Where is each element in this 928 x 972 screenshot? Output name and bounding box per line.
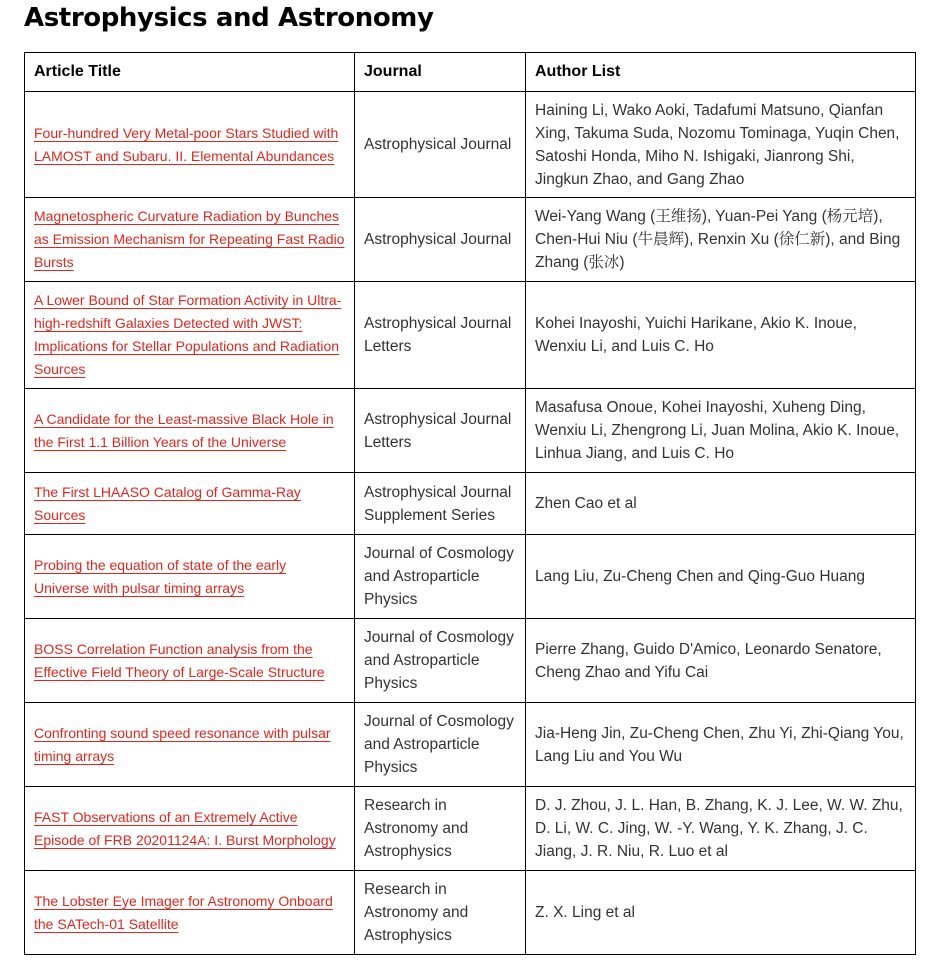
article-title-link[interactable]: Four-hundred Very Metal-poor Stars Studied with LAMOST and Subaru. II. Elemental Abundances — [34, 124, 339, 164]
journal-cell: Journal of Cosmology and Astroparticle Physics — [355, 535, 526, 619]
article-title-link[interactable]: BOSS Correlation Function analysis from the Effective Field Theory of Large-Scale Structure — [34, 640, 325, 680]
journal-cell: Research in Astronomy and Astrophysics — [355, 787, 526, 871]
table-row — [25, 389, 916, 473]
title-cell — [25, 871, 355, 955]
article-title-link[interactable]: The First LHAASO Catalog of Gamma-Ray Sources — [34, 483, 301, 523]
column-header-journal: Journal — [355, 53, 526, 92]
authors-cell: Haining Li, Wako Aoki, Tadafumi Matsuno, Qianfan Xing, Takuma Suda, Nozomu Tominaga, Yuqin Chen, Satoshi Honda, Miho N. Ishigaki, Jianrong Shi, Jingkun Zhao, and Gang Zhao — [526, 92, 916, 198]
table-row — [25, 535, 916, 619]
journal-cell: Research in Astronomy and Astrophysics — [355, 871, 526, 955]
journal-cell: Astrophysical Journal — [355, 92, 526, 198]
title-cell — [25, 282, 355, 389]
header-row — [25, 53, 916, 92]
title-cell — [25, 535, 355, 619]
authors-cell: Masafusa Onoue, Kohei Inayoshi, Xuheng Ding, Wenxiu Li, Zhengrong Li, Juan Molina, Akio K. Inoue, Linhua Jiang, and Luis C. Ho — [526, 389, 916, 473]
table-row — [25, 787, 916, 871]
authors-cell: Kohei Inayoshi, Yuichi Harikane, Akio K. Inoue, Wenxiu Li, and Luis C. Ho — [526, 282, 916, 389]
authors-cell: Lang Liu, Zu-Cheng Chen and Qing-Guo Huang — [526, 535, 916, 619]
table-row — [25, 282, 916, 389]
title-cell — [25, 389, 355, 473]
table-row — [25, 703, 916, 787]
table-row — [25, 92, 916, 198]
authors-cell: Jia-Heng Jin, Zu-Cheng Chen, Zhu Yi, Zhi-Qiang You, Lang Liu and You Wu — [526, 703, 916, 787]
title-cell — [25, 92, 355, 198]
article-title-link[interactable]: Magnetospheric Curvature Radiation by Bunches as Emission Mechanism for Repeating Fast Radio Bursts — [34, 208, 345, 270]
page-title: Astrophysics and Astronomy — [24, 3, 434, 33]
article-title-link[interactable]: A Lower Bound of Star Formation Activity in Ultra-high-redshift Galaxies Detected with JWST: Implications for Stellar Populations and Radiation Sources — [34, 292, 342, 377]
table-row — [25, 619, 916, 703]
article-title-link[interactable]: A Candidate for the Least-massive Black Hole in the First 1.1 Billion Years of the Universe — [34, 410, 334, 450]
column-header-author-list: Author List — [526, 53, 916, 92]
publications-table — [24, 52, 916, 955]
title-cell — [25, 619, 355, 703]
article-title-link[interactable]: The Lobster Eye Imager for Astronomy Onboard the SATech-01 Satellite — [34, 892, 333, 932]
journal-cell: Astrophysical Journal Supplement Series — [355, 473, 526, 535]
title-cell — [25, 198, 355, 282]
authors-cell: Zhen Cao et al — [526, 473, 916, 535]
article-title-link[interactable]: Probing the equation of state of the early Universe with pulsar timing arrays — [34, 556, 287, 596]
journal-cell: Astrophysical Journal Letters — [355, 282, 526, 389]
table-row — [25, 473, 916, 535]
journal-cell: Astrophysical Journal Letters — [355, 389, 526, 473]
authors-cell: Pierre Zhang, Guido D'Amico, Leonardo Senatore, Cheng Zhao and Yifu Cai — [526, 619, 916, 703]
article-title-link[interactable]: FAST Observations of an Extremely Active Episode of FRB 20201124A: I. Burst Morphology — [34, 808, 336, 848]
title-cell — [25, 703, 355, 787]
table-row — [25, 871, 916, 955]
title-cell — [25, 787, 355, 871]
article-title-link[interactable]: Confronting sound speed resonance with pulsar timing arrays — [34, 724, 331, 764]
title-cell — [25, 473, 355, 535]
journal-cell: Journal of Cosmology and Astroparticle Physics — [355, 703, 526, 787]
journal-cell: Astrophysical Journal — [355, 198, 526, 282]
authors-cell: Wei-Yang Wang (王维扬), Yuan-Pei Yang (杨元培), Chen-Hui Niu (牛晨辉), Renxin Xu (徐仁新), and Bing Zhang (张冰) — [526, 198, 916, 282]
table-row — [25, 198, 916, 282]
authors-cell: Z. X. Ling et al — [526, 871, 916, 955]
authors-cell: D. J. Zhou, J. L. Han, B. Zhang, K. J. Lee, W. W. Zhu, D. Li, W. C. Jing, W. -Y. Wang, Y. K. Zhang, J. C. Jiang, J. R. Niu, R. Luo et al — [526, 787, 916, 871]
column-header-article-title: Article Title — [25, 53, 355, 92]
journal-cell: Journal of Cosmology and Astroparticle Physics — [355, 619, 526, 703]
